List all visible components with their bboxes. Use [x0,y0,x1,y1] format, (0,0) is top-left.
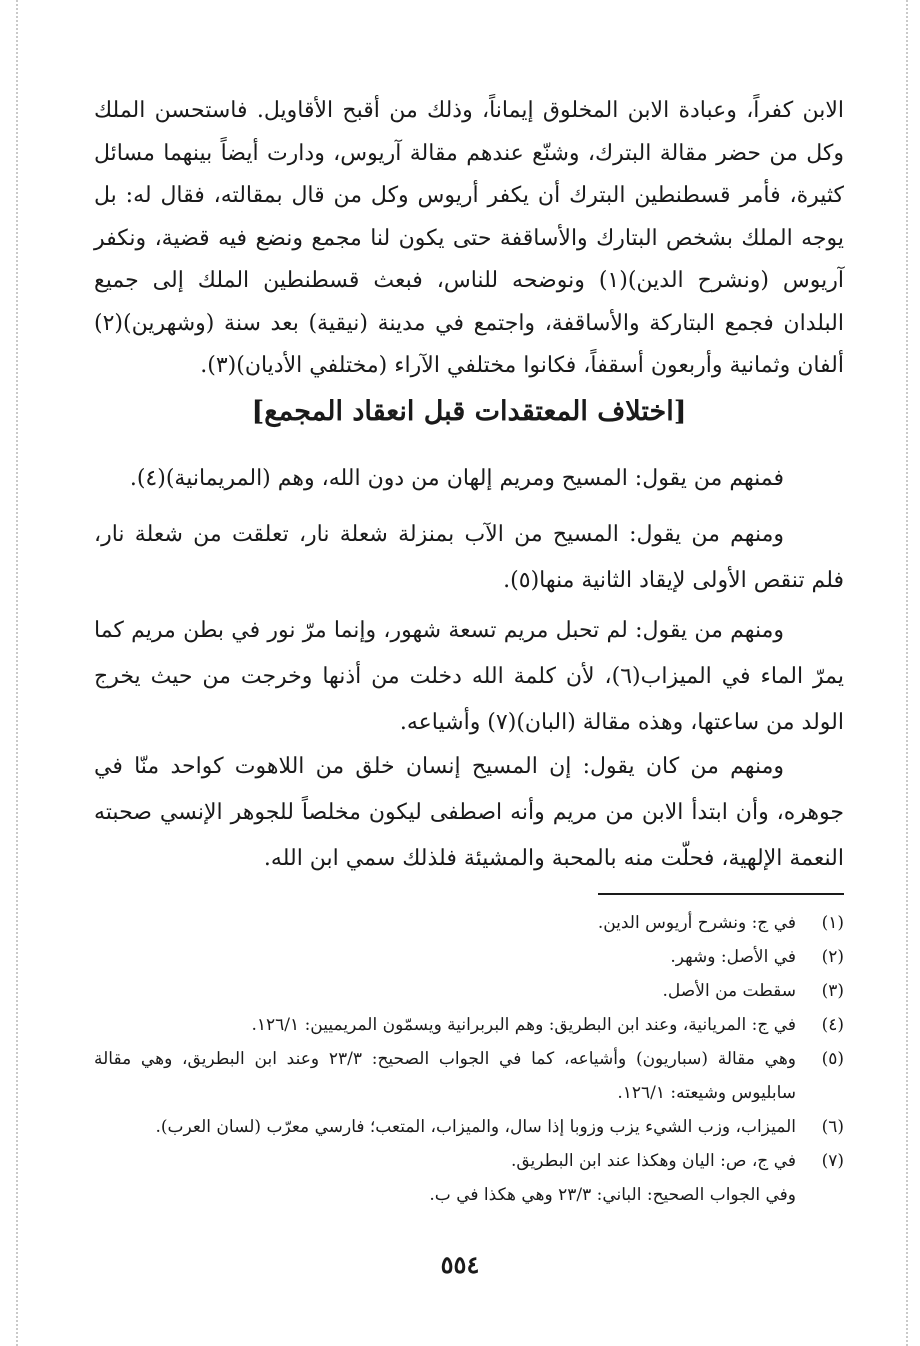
body-paragraph: فمنهم من يقول: المسيح ومريم إلهان من دون الله، وهم (المريمانية)(٤). [129,466,784,491]
section-heading: [اختلاف المعتقدات قبل انعقاد المجمع] [251,396,687,427]
footnote-number: (٦) [821,1117,844,1137]
footnote-text: الميزاب، وزب الشيء يزب وزوبا إذا سال، والميزاب، المتعب؛ فارسي معرّب (لسان العرب). [155,1117,796,1137]
footnote [94,974,844,1008]
footnote-number: (٣) [821,981,844,1001]
footnote [94,1042,844,1110]
body-paragraph: ومنهم من يقول: لم تحبل مريم تسعة شهور، وإنما مرّ نور في بطن مريم كما يمرّ الماء في الميزاب(٦)، لأن كلمة الله دخلت من أذنها وخرجت من حيث يخرج الولد من ساعتها، وهذه مقالة (البان)(٧) وأشياعه. [94,618,844,735]
footnote [94,1144,844,1178]
scan-margin-line-right [906,0,908,1346]
footnote-number: (١) [821,913,844,933]
footnote [94,906,844,940]
footnote-number [796,1178,844,1212]
footnote-number: (٤) [821,1015,844,1035]
body-paragraph: ومنهم من كان يقول: إن المسيح إنسان خلق من اللاهوت كواحد منّا في جوهره، وأن ابتدأ الابن من مريم وأنه اصطفى ليكون مخلصاً للجوهر الإنسي صحبته النعمة الإلهية، فحلّت منه بالمحبة والمشيئة فلذلك سمي ابن الله. [94,754,844,871]
intro-paragraph: الابن كفراً، وعبادة الابن المخلوق إيماناً، وذلك من أقبح الأقاويل. فاستحسن الملك وكل من حضر مقالة البترك، وشنّع عندهم مقالة آريوس، ودارت أيضاً بينهما مسائل كثيرة، فأمر قسطنطين البترك أن يكفر أريوس وكل من قال بمقالته، فقال له: بل يوجه الملك بشخص البتارك والأساقفة حتى يكون لنا مجمع ونضع فيه قضية، ونكفر آريوس (ونشرح الدين)(١) ونوضحه للناس، فبعث قسطنطين الملك إلى جميع البلدان فجمع البتاركة والأساقفة، واجتمع في مدينة (نيقية) بعد سنة (وشهرين)(٢) ألفان وثمانية وأربعون أسقفاً، فكانوا مختلفي الآراء (مختلفي الأديان)(٣). [94,98,844,378]
footnote-text: في الأصل: وشهر. [670,947,796,967]
footnotes [94,906,844,1212]
footnote-text: وهي مقالة (سباريون) وأشياعه، كما في الجواب الصحيح: ٢٣/٣ وعند ابن البطريق، وهي مقالة سابليوس وشيعته: ١٢٦/١. [94,1049,796,1103]
footnote-text: في ج، ص: اليان وهكذا عند ابن البطريق. [510,1151,796,1171]
body-paragraph: ومنهم من يقول: المسيح من الآب بمنزلة شعلة نار، تعلقت من شعلة نار، فلم تنقص الأولى لإيقاد الثانية منها(٥). [94,522,844,593]
footnote-number: (٧) [821,1151,844,1171]
footnote [94,1008,844,1042]
footnote-number: (٥) [821,1049,844,1069]
footnote-text: وفي الجواب الصحيح: الباني: ٢٣/٣ وهي هكذا في ب. [429,1185,796,1205]
footnote-text: سقطت من الأصل. [662,981,796,1001]
footnote [94,1110,844,1144]
footnote [94,940,844,974]
footnote-text: في ج: ونشرح أريوس الدين. [597,913,796,933]
footnote-continuation [94,1178,844,1212]
footnote-number: (٢) [821,947,844,967]
page-number: ٥٥٤ [440,1250,480,1279]
footnote-separator [598,893,844,895]
footnote-text: في ج: المريانية، وعند ابن البطريق: وهم البربرانية ويسمّون المريميين: ١٢٦/١. [251,1015,796,1035]
scan-margin-line-left [16,0,18,1346]
